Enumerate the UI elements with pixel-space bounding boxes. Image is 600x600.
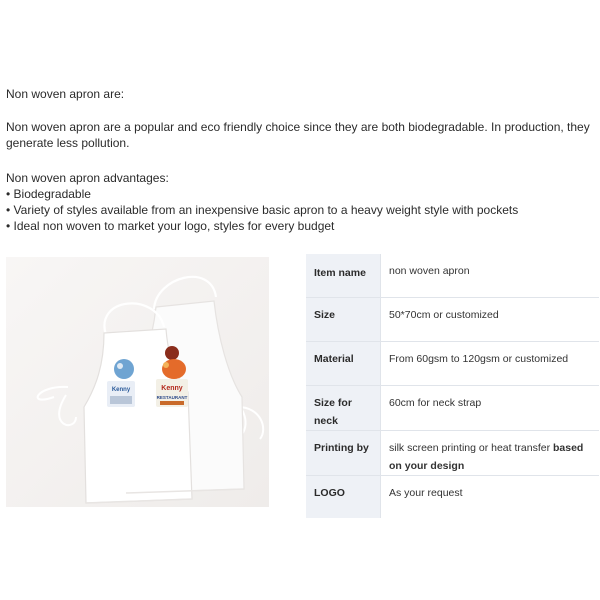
spec-key: Item name: [306, 254, 381, 297]
aprons-illustration: [6, 257, 269, 507]
spec-value: 60cm for neck strap: [381, 385, 600, 430]
table-row: [306, 385, 599, 430]
advantage-item: • Ideal non woven to market your logo, styles for every budget: [6, 219, 335, 233]
spec-value: 50*70cm or customized: [381, 297, 600, 341]
spec-value-bold: based on your design: [389, 441, 584, 472]
spec-value: [381, 430, 600, 475]
spec-value: As your request: [389, 486, 463, 499]
spec-value: From 60gsm to 120gsm or customized: [381, 341, 600, 385]
advantages-title: Non woven apron advantages:: [6, 171, 169, 185]
spec-key: Printing by: [306, 430, 381, 475]
spec-value: non woven apron: [381, 254, 600, 297]
spec-key: Size: [306, 297, 381, 341]
advantage-item: • Biodegradable: [6, 187, 91, 201]
specs-table: [306, 254, 599, 518]
advantage-item: • Variety of styles available from an inexpensive basic apron to a heavy weight style with pockets: [6, 203, 519, 217]
logo-text: Kenny: [161, 385, 183, 392]
advantages-list: [6, 186, 594, 234]
product-photo: [6, 257, 269, 507]
table-row: [306, 297, 599, 341]
table-row: [306, 341, 599, 385]
table-row: [306, 254, 599, 297]
table-row: [306, 475, 599, 518]
spec-value-text: silk screen printing or heat transfer: [389, 441, 553, 454]
spec-key: Size for neck: [306, 385, 381, 430]
table-row: [306, 430, 599, 475]
logo-text: Kenny: [111, 387, 131, 393]
intro-paragraph: Non woven apron are a popular and eco friendly choice since they are both biodegradable. In production, they generate less pollution.: [6, 120, 590, 150]
spec-key: LOGO: [306, 475, 381, 518]
logo-text: RESTAURANT: [156, 395, 188, 400]
section-heading: Non woven apron are:: [6, 87, 125, 101]
spec-key: Material: [306, 341, 381, 385]
